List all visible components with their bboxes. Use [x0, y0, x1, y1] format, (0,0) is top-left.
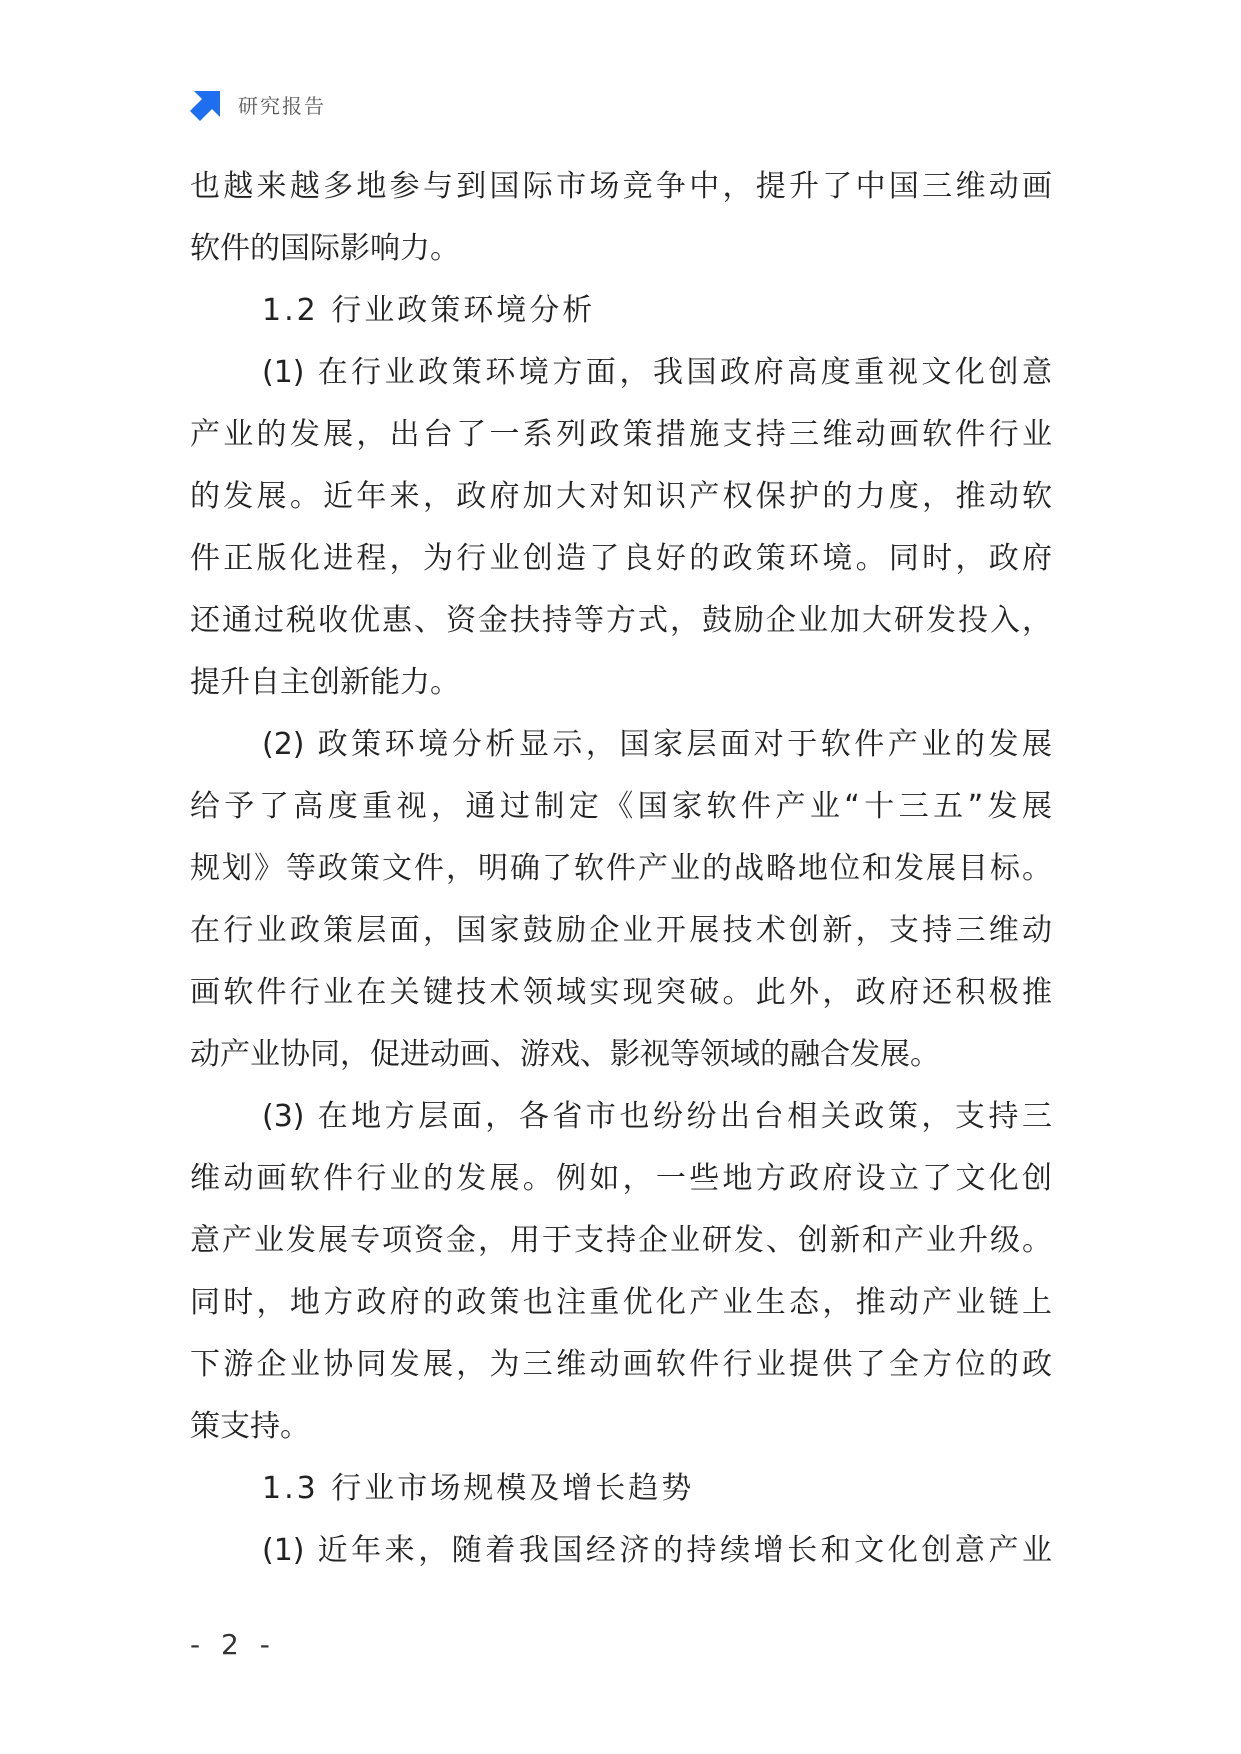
body-line: 的发展。近年来，政府加大对知识产权保护的力度，推动软	[190, 479, 1052, 514]
body-line: 提升自主创新能力。	[190, 665, 460, 700]
header-title: 研究报告	[238, 93, 326, 118]
body-line: (1) 近年来，随着我国经济的持续增长和文化创意产业	[262, 1533, 1052, 1568]
body-line: (1) 在行业政策环境方面，我国政府高度重视文化创意	[262, 355, 1052, 390]
body-line: 画软件行业在关键技术领域实现突破。此外，政府还积极推	[190, 975, 1052, 1010]
section-heading-1-3: 1.3 行业市场规模及增长趋势	[262, 1471, 695, 1506]
body-line: 规划》等政策文件，明确了软件产业的战略地位和发展目标。	[190, 851, 1052, 886]
body-line: 同时，地方政府的政策也注重优化产业生态，推动产业链上	[190, 1285, 1052, 1320]
body-line: 还通过税收优惠、资金扶持等方式，鼓励企业加大研发投入，	[190, 603, 1052, 638]
body-line: 产业的发展，出台了一系列政策措施支持三维动画软件行业	[190, 417, 1052, 452]
body-line: 软件的国际影响力。	[190, 231, 460, 266]
body-line: 维动画软件行业的发展。例如，一些地方政府设立了文化创	[190, 1161, 1052, 1196]
page-number: - 2 -	[190, 1628, 276, 1661]
body-line: 在行业政策层面，国家鼓励企业开展技术创新，支持三维动	[190, 913, 1052, 948]
document-body	[190, 156, 1052, 1582]
body-line: 动产业协同，促进动画、游戏、影视等领域的融合发展。	[190, 1037, 940, 1072]
body-line: 意产业发展专项资金，用于支持企业研发、创新和产业升级。	[190, 1223, 1052, 1258]
arrow-up-right-icon	[190, 87, 224, 121]
section-heading-1-2: 1.2 行业政策环境分析	[262, 293, 596, 328]
body-line: 件正版化进程，为行业创造了良好的政策环境。同时，政府	[190, 541, 1052, 576]
body-line: 下游企业协同发展，为三维动画软件行业提供了全方位的政	[190, 1347, 1052, 1382]
body-line: 也越来越多地参与到国际市场竞争中，提升了中国三维动画	[190, 169, 1052, 204]
body-line: 给予了高度重视，通过制定《国家软件产业“十三五”发展	[190, 789, 1052, 824]
body-line: (3) 在地方层面，各省市也纷纷出台相关政策，支持三	[262, 1099, 1052, 1134]
body-line: (2) 政策环境分析显示，国家层面对于软件产业的发展	[262, 727, 1052, 762]
body-line: 策支持。	[190, 1409, 310, 1444]
report-header	[190, 86, 326, 122]
